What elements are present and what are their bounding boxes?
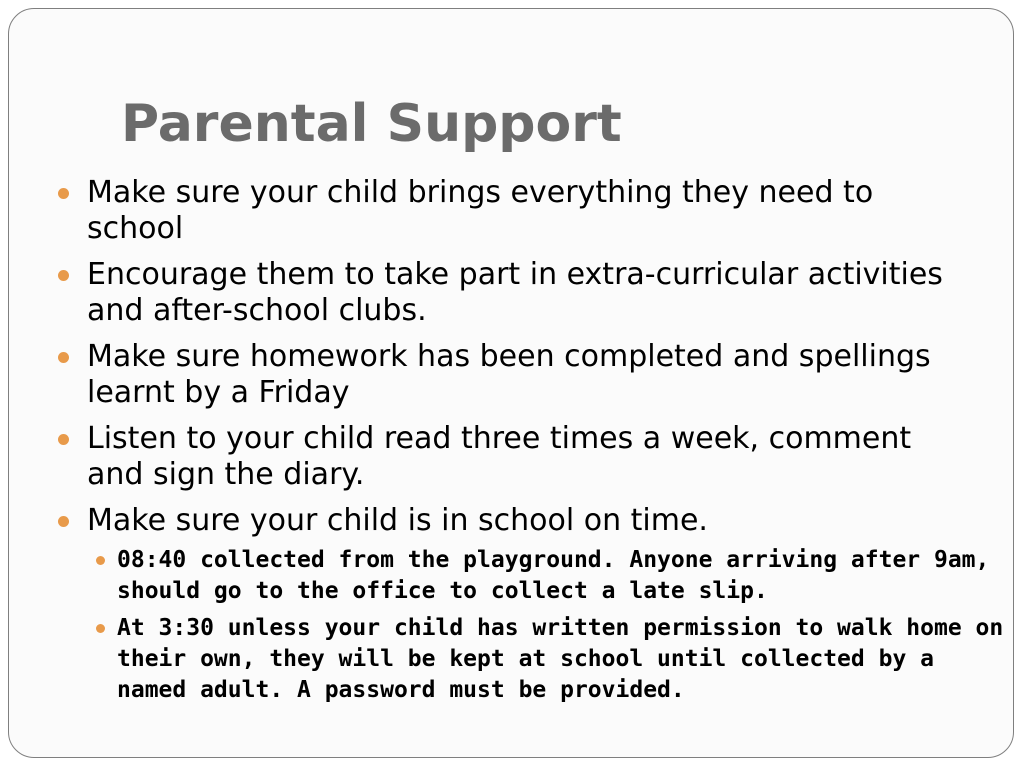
bullet-item [55,503,1004,706]
bullet-item [55,257,975,329]
bullet-text: Make sure homework has been completed and spellings learnt by a Friday [87,339,931,410]
bullet-text: Encourage them to take part in extra-curricular activities and after-school clubs. [87,257,943,328]
bullet-item [55,421,975,493]
sub-bullet-dot-icon [96,624,105,633]
sub-bullet-item [87,613,1007,706]
bullet-text: Make sure your child is in school on time. [87,503,708,538]
bullet-dot-icon [58,352,69,363]
slide [8,8,1014,758]
bullet-text: Make sure your child brings everything they need to school [87,175,874,246]
sub-bullet-list [87,545,1004,706]
bullet-dot-icon [58,516,69,527]
bullet-dot-icon [58,270,69,281]
slide-title: Parental Support [121,94,622,154]
bullet-list [55,175,1004,716]
sub-bullet-text: At 3:30 unless your child has written permission to walk home on their own, they will be kept at school until collected by a named adult. A password must be provided. [117,615,1004,703]
sub-bullet-text: 08:40 collected from the playground. Anyone arriving after 9am, should go to the office to collect a late slip. [117,547,990,604]
sub-bullet-item [87,545,1007,607]
bullet-item [55,175,975,247]
bullet-item [55,339,975,411]
bullet-dot-icon [58,188,69,199]
sub-bullet-dot-icon [96,556,105,565]
bullet-text: Listen to your child read three times a week, comment and sign the diary. [87,421,912,492]
bullet-dot-icon [58,434,69,445]
